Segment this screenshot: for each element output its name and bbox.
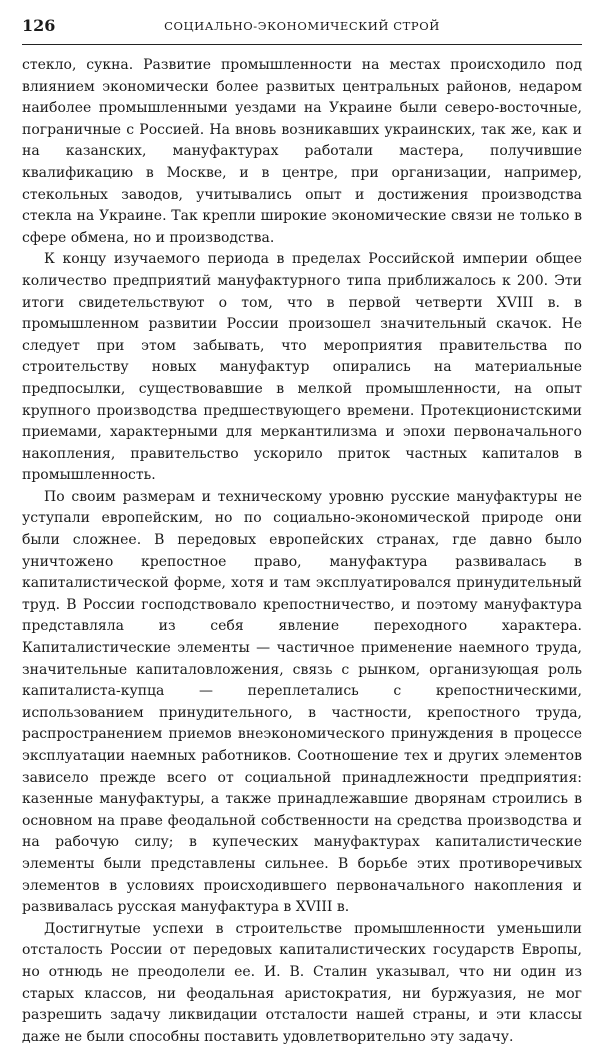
paragraph: Достигнутые успехи в строительстве промышленности уменьшили отсталость России от передовых капиталистических государств Европы, но отнюдь не преодолели ее. И. В. Сталин указывал, что ни один из старых классов, ни феодальная аристократия, ни буржуазия, не мог разрешить задачу ликвидации отсталости нашей страны, и эти классы даже не были способны поставить удовлетворительно эту задачу. xyxy=(22,920,582,1045)
running-head xyxy=(22,14,582,45)
paragraph: К концу изучаемого периода в пределах Российской империи общее количество предприятий мануфактурного типа приближалось к 200. Эти итоги свидетельствуют о том, что в первой четверти XVIII в. в промышленном развитии России произошел значительный скачок. Не следует при этом забывать, что мероприятия правительства по строительству новых мануфактур опирались на материальные предпосылки, существовавшие в мелкой промышленности, на опыт крупного производства предшествующего времени. Протекционистскими приемами, характерными для меркантилизма и эпохи первоначального накопления, правительство ускорило приток частных капиталов в промышленность. xyxy=(22,251,582,484)
page-number: 126 xyxy=(22,16,56,35)
book-page xyxy=(22,14,582,1048)
running-title: СОЦИАЛЬНО-ЭКОНОМИЧЕСКИЙ СТРОЙ xyxy=(164,19,440,33)
paragraph: По своим размерам и техническому уровню русские мануфактуры не уступали европейским, но по социально-экономической природе они были сложнее. В передовых европейских странах, где давно было уничтожено крепостное право, мануфактура развивалась в капиталистической форме, хотя и там эксплуатировался принудительный труд. В России господствовало крепостничество, и поэтому мануфактура представляла из себя явление переходного характера. Капиталистические элементы — частичное применение наемного труда, значительные капиталовложения, связь с рынком, организующая роль капиталиста-купца — переплетались с крепостническими, использованием принудительного, в частности, крепостного труда, распространением приемов внеэкономического принуждения в процессе эксплуатации наемных работников. Соотношение тех и других элементов зависело прежде всего от социальной принадлежности предприятия: казенные мануфактуры, а также принадлежавшие дворянам строились в основном на праве феодальной собственности на средства производства и на рабочую силу; в купеческих мануфактурах капиталистические элементы были представлены сильнее. В борьбе этих противоречивых элементов в условиях происходившего первоначального накопления и развивалась русская мануфактура в XVIII в. xyxy=(22,488,582,916)
paragraph-continued: стекло, сукна. Развитие промышленности на местах происходило под влиянием экономически более развитых центральных районов, недаром наиболее промышленными уездами на Украине были северо-восточные, пограничные с Россией. На вновь возникавших украинских, так же, как и на казанских, мануфактурах работали мастера, получившие квалификацию в Москве, и в центре, при организации, например, стекольных заводов, учитывались опыт и достижения производства стекла на Украине. Так крепли широкие экономические связи не только в сфере обмена, но и производства. xyxy=(22,57,582,246)
body-text xyxy=(22,55,582,1048)
